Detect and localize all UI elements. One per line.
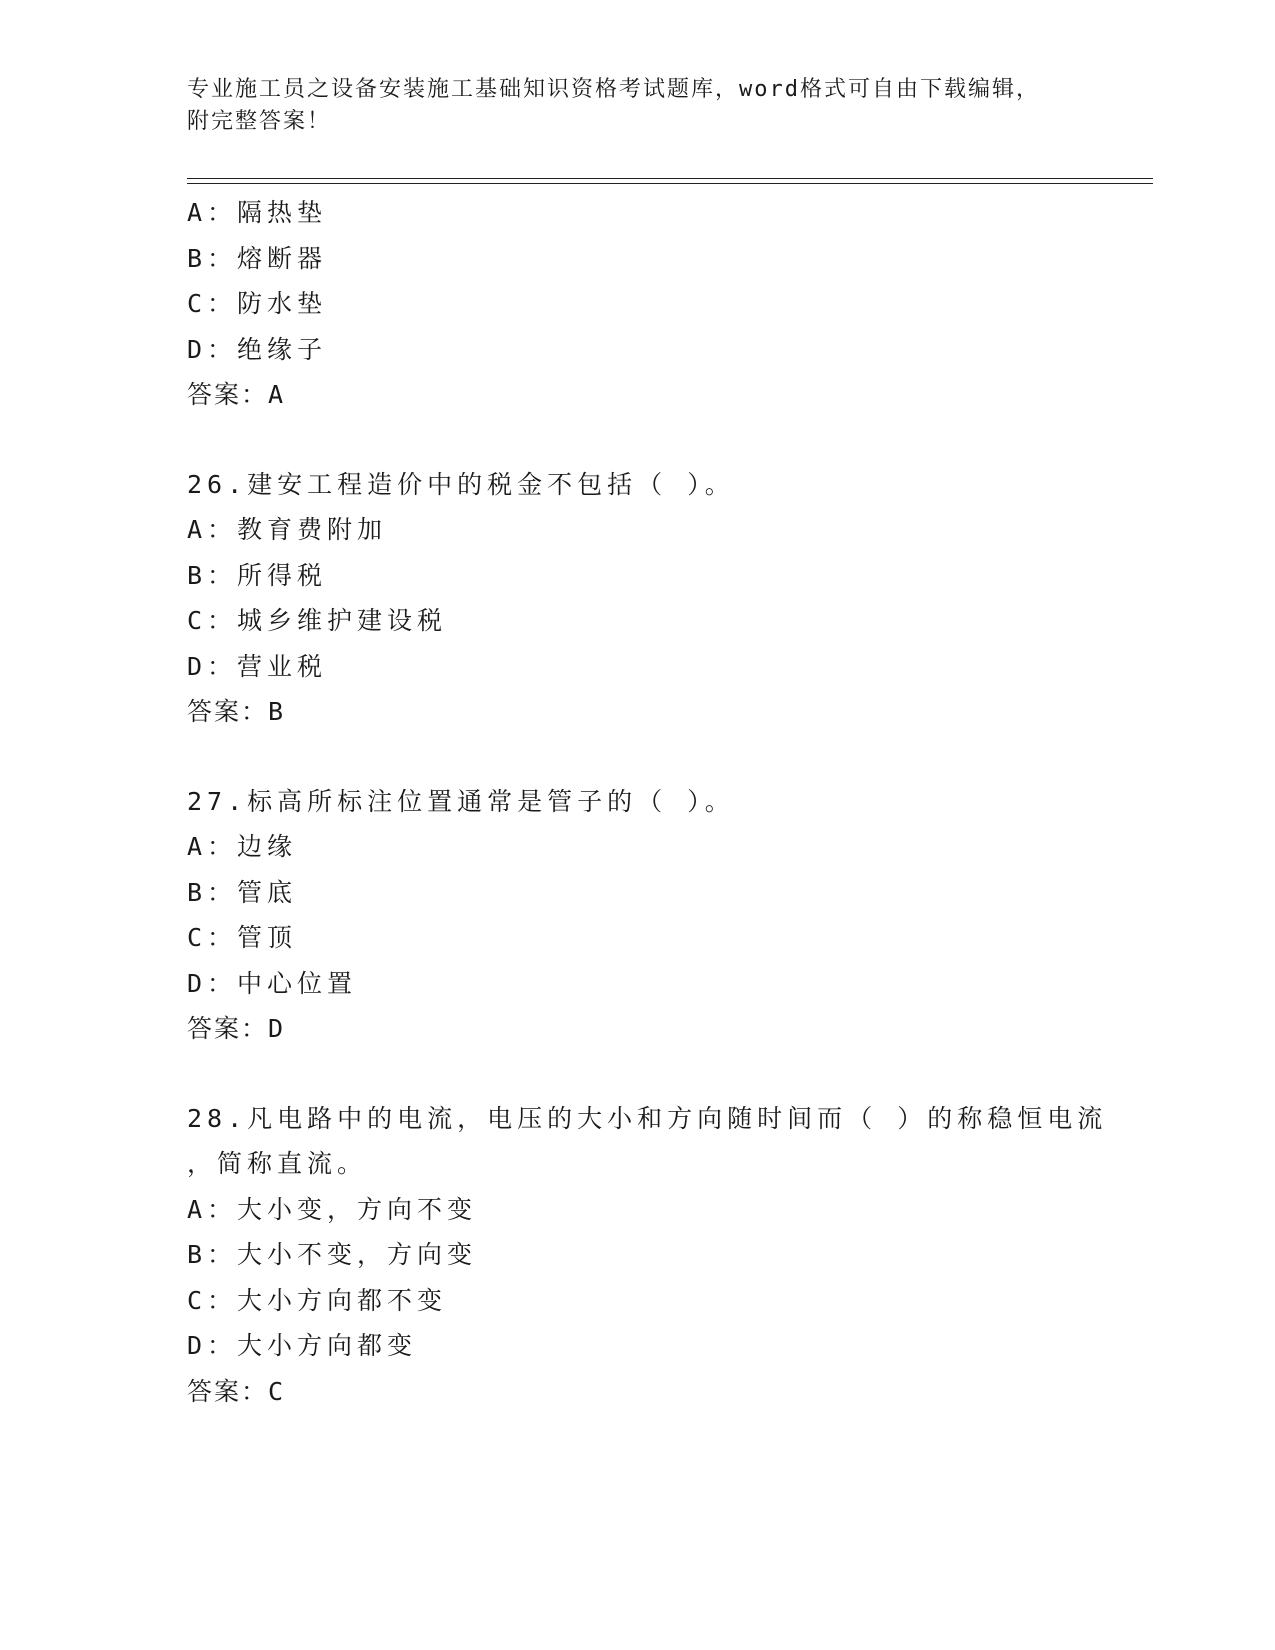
option-b: B：管底 bbox=[187, 877, 298, 907]
question-27 bbox=[187, 779, 1087, 1052]
option-c: C：大小方向都不变 bbox=[187, 1285, 448, 1315]
header-line-1: 专业施工员之设备安装施工基础知识资格考试题库，word格式可自由下载编辑， bbox=[187, 77, 1040, 102]
option-b: B：大小不变，方向变 bbox=[187, 1240, 478, 1269]
question-text-line-1: 28.凡电路中的电流，电压的大小和方向随时间而（ ）的称稳恒电流 bbox=[187, 1103, 1108, 1133]
option-b: B：熔断器 bbox=[187, 243, 328, 273]
question-text: 27.标高所标注位置通常是管子的（ ）。 bbox=[187, 786, 735, 816]
answer: 答案：D bbox=[187, 1014, 286, 1043]
option-a: A：隔热垫 bbox=[187, 198, 328, 227]
answer: 答案：A bbox=[187, 380, 286, 409]
header-line-2: 附完整答案！ bbox=[187, 109, 332, 134]
answer: 答案：B bbox=[187, 697, 286, 726]
option-d: D：大小方向都变 bbox=[187, 1331, 418, 1360]
option-c: C：管顶 bbox=[187, 923, 298, 952]
question-26 bbox=[187, 462, 1087, 735]
option-c: C：防水垫 bbox=[187, 289, 328, 318]
question-25 bbox=[187, 190, 1087, 418]
question-list bbox=[187, 190, 1108, 1414]
option-d: D：中心位置 bbox=[187, 968, 358, 998]
option-b: B：所得税 bbox=[187, 560, 328, 590]
question-28 bbox=[187, 1096, 1108, 1415]
option-a: A：边缘 bbox=[187, 832, 298, 861]
answer: 答案：C bbox=[187, 1376, 286, 1406]
header-divider bbox=[187, 178, 1153, 184]
option-d: D：营业税 bbox=[187, 651, 328, 681]
option-a: A：教育费附加 bbox=[187, 515, 388, 544]
question-text-line-2: ，简称直流。 bbox=[187, 1149, 368, 1178]
option-a: A：大小变，方向不变 bbox=[187, 1194, 478, 1224]
option-c: C：城乡维护建设税 bbox=[187, 606, 448, 635]
question-text: 26.建安工程造价中的税金不包括（ ）。 bbox=[187, 469, 735, 499]
document-header bbox=[187, 74, 1087, 138]
option-d: D：绝缘子 bbox=[187, 334, 328, 364]
